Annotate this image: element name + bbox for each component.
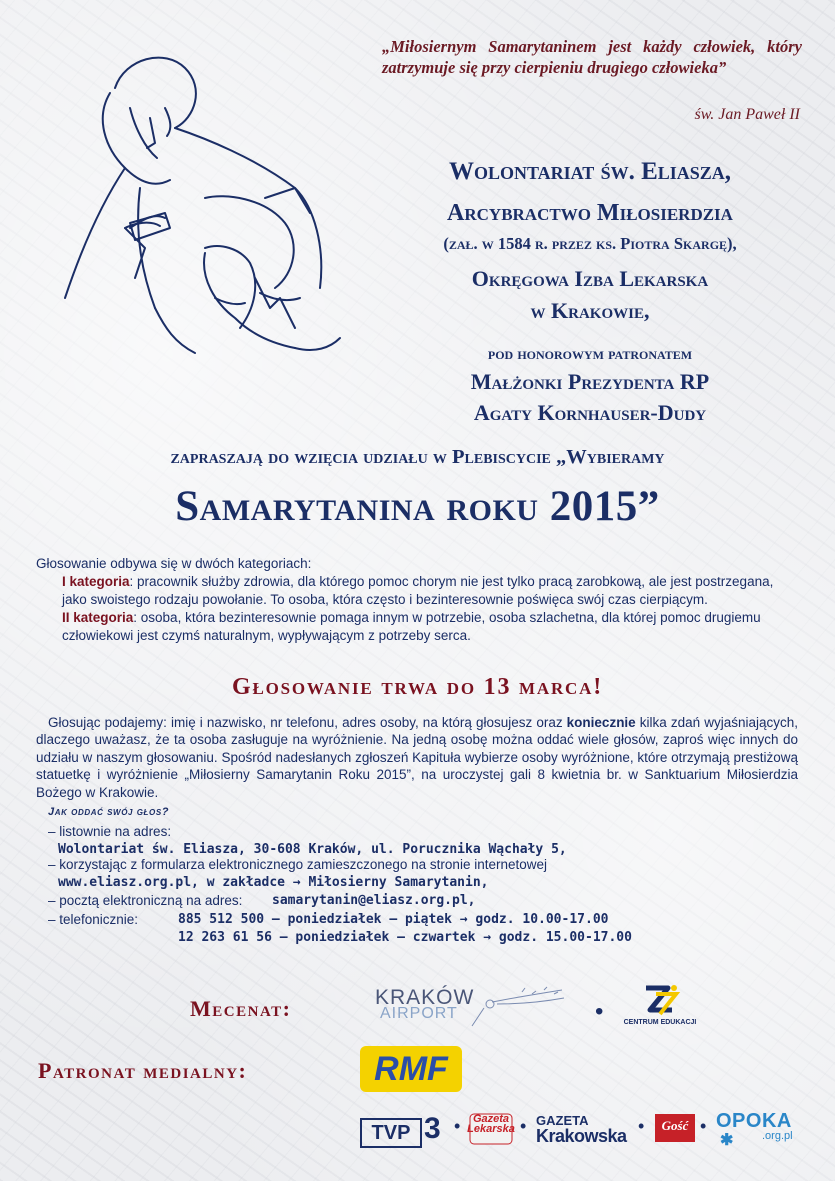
gosc-logo-text: Gość — [661, 1118, 689, 1133]
deadline-heading: Głosowanie trwa do 13 marca! — [232, 674, 603, 700]
organizer-2: Arcybractwo Miłosierdzia — [447, 200, 733, 226]
gazeta-krakowska-line1: GAZETA — [536, 1113, 589, 1128]
invite-line: zapraszają do wzięcia udziału w Plebiscycie „Wybieramy — [170, 446, 665, 468]
email-link[interactable]: samarytanin@eliasz.org.pl, — [272, 893, 476, 908]
how-by-mail: – listownie na adres: — [48, 824, 172, 839]
headline: Samarytanina roku 2015” — [175, 483, 660, 530]
how-by-email: – pocztą elektroniczną na adres: — [48, 893, 243, 908]
organizer-3: Okręgowa Izba Lekarska — [471, 266, 709, 291]
category-1-text: : pracownik służby zdrowia, dla którego pomoc chorym nie jest tylko pracą zarobkową, ale jest postrzegana, jako swoistego rodzaju powołanie. To osoba, która często i bezinteresownie poświęca swój czas cierpiącym. — [62, 574, 774, 607]
opoka-logo-text: OPOKA — [716, 1110, 792, 1132]
separator-dot: • — [520, 1116, 527, 1136]
category-1-label: I kategoria — [62, 574, 130, 589]
airport-subtitle: AIRPORT — [380, 1005, 458, 1022]
organizer-3-city: w Krakowie, — [530, 298, 650, 323]
how-by-phone: – telefonicznie: — [48, 912, 139, 927]
how-to-vote-title: Jak oddać swój głos? — [48, 806, 170, 818]
organizer-2-note: (zał. w 1584 r. przez ks. Piotra Skargę), — [443, 234, 737, 253]
patronage-title: Małżonki Prezydenta RP — [470, 369, 710, 394]
patronage-name: Agaty Kornhauser-Dudy — [473, 400, 707, 425]
mail-address: Wolontariat św. Eliasza, 30-608 Kraków, ul. Porucznika Wąchały 5, — [58, 842, 567, 857]
organizer-1: Wolontariat św. Eliasza, — [448, 158, 732, 185]
gazeta-krakowska-line2: Krakowska — [536, 1126, 627, 1146]
separator-dot: • — [700, 1116, 707, 1136]
tvp-logo-text: TVP — [371, 1122, 411, 1144]
separator-dot: • — [638, 1116, 645, 1136]
instructions-part-2: kilka zdań wyjaśniających, dlaczego uważasz, że ta osoba zasługuje na wyróżnienie. Na jedną osobę można oddać wiele głosów, zaproś więc innych do udziału w naszym głosowaniu. Spośród nadesłanych zgłoszeń Kapituła wybierze osoby wyróżnione, które otrzymają prestiżową statuetkę i wyróżnienie „Miłosierny Samarytanin Roku 2015”, na uroczystej gali 8 kwietnia br. w Sanktuarium Miłosierdzia Bożego w Krakowie. — [36, 715, 798, 800]
separator-dot: • — [454, 1116, 461, 1136]
instructions-part-1: Głosując podajemy: imię i nazwisko, nr telefonu, adres osoby, na którą głosujesz oraz — [48, 715, 567, 730]
phone-1: 885 512 500 – poniedziałek – piątek → godz. 10.00-17.00 — [178, 912, 609, 927]
mecenat-label: Mecenat: — [190, 996, 292, 1021]
how-by-form: – korzystając z formularza elektronicznego zamieszczonego na stronie internetowej — [48, 857, 547, 872]
media-patronage-label: Patronat medialny: — [38, 1058, 248, 1083]
patronage-intro: pod honorowym patronatem — [487, 344, 693, 363]
rmf-logo-text: RMF — [374, 1050, 448, 1088]
opoka-domain: .org.pl — [762, 1130, 793, 1142]
categories-intro: Głosowanie odbywa się w dwóch kategoriach: — [36, 556, 312, 571]
quote-text: „Miłosiernym Samarytaninem jest każdy człowiek, który zatrzymuje się przy cierpieniu drugiego człowieka” — [382, 37, 802, 77]
opoka-star-icon: ✱ — [720, 1132, 734, 1149]
gazeta-lekarska-text: Gazeta Lekarska — [467, 1113, 515, 1135]
caregiver-illustration — [55, 48, 355, 368]
voting-instructions — [36, 714, 798, 801]
category-1 — [62, 573, 792, 609]
quote-author: św. Jan Paweł II — [694, 106, 800, 123]
website-link[interactable]: www.eliasz.org.pl, w zakładce → Miłosierny Samarytanin, — [58, 875, 489, 890]
phone-2: 12 263 61 56 – poniedziałek – czwartek → godz. 15.00-17.00 — [178, 930, 632, 945]
category-2 — [62, 609, 792, 645]
category-2-label: II kategoria — [62, 610, 134, 625]
tvp-logo-number: 3 — [424, 1112, 441, 1145]
category-2-text: : osoba, która bezinteresownie pomaga innym w potrzebie, osoba szlachetna, dla której pomoc drugiemu człowiekowi jest czymś naturalnym, wypływającym z potrzeby serca. — [62, 610, 761, 643]
categories-list — [62, 573, 792, 645]
instructions-emphasis: koniecznie — [566, 715, 636, 730]
centrum-edukacji-text: CENTRUM EDUKACJI — [623, 1019, 697, 1026]
separator-dot: • — [595, 998, 604, 1025]
airport-name: KRAKÓW — [375, 986, 475, 1009]
